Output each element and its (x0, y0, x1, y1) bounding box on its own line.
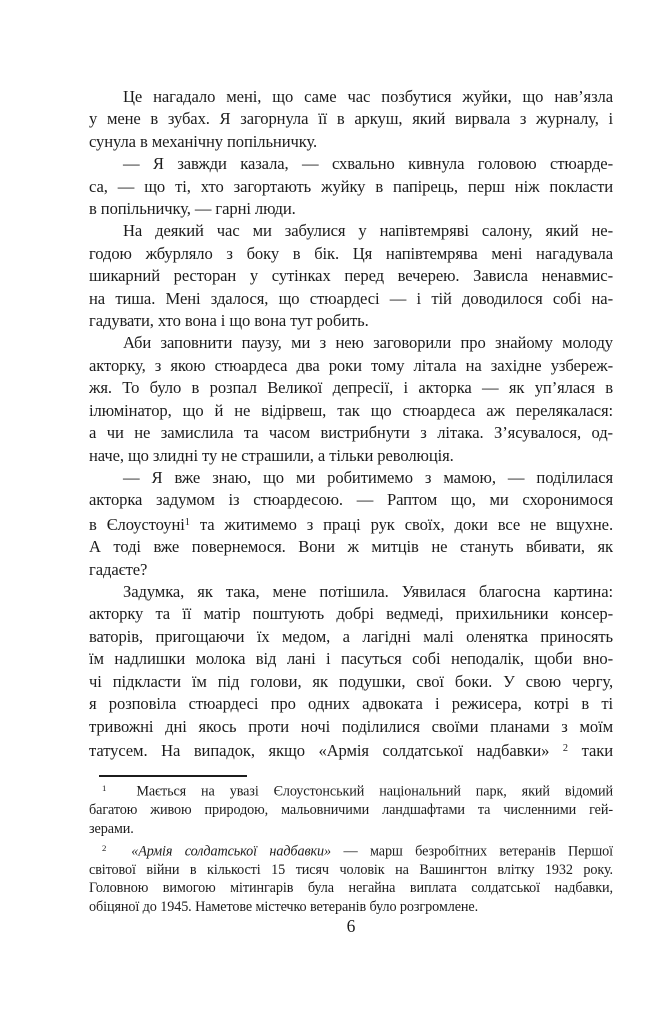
body-text-line (89, 377, 613, 399)
text-segment: Задумка, як така, мене потішила. Уявилася благосна картина: (123, 582, 613, 602)
body-text-line (89, 581, 613, 603)
footnote-line (89, 820, 613, 839)
body-text-line (89, 86, 613, 108)
body-text-line (89, 332, 613, 354)
text-segment: наче, що злидні ту не страшили, а тільки революція. (89, 445, 454, 465)
text-segment: татусем. На випадок, якщо «Армія солдатської надбавки» (89, 741, 563, 761)
body-text-line (89, 310, 613, 332)
body-text-line (89, 671, 613, 693)
text-segment: шикарний ресторан у сутінках перед вечерею. Зависла ненавмис- (89, 266, 613, 286)
text-segment: Це нагадало мені, що саме час позбутися жуйки, що нав’язла (123, 87, 613, 106)
text-segment: са, — що ті, хто загортають жуйку в папірець, перш ніж покласти (89, 176, 613, 196)
text-segment: — Я вже знаю, що ми робитимемо з мамою, — поділилася (123, 467, 613, 487)
body-text-line (89, 693, 613, 715)
page-number: 6 (346, 916, 356, 936)
body-text-line (89, 355, 613, 377)
text-segment: Мається на увазі Єлоустонський національний парк, який відомий (106, 783, 613, 800)
body-text-line (89, 265, 613, 287)
footnote-line (89, 898, 613, 917)
text-segment: годою жбурляло з боку в бік. Ця напівтемрява мені нагадувала (89, 243, 613, 263)
body-text-line (89, 176, 613, 198)
body-text-line (89, 489, 613, 511)
body-text-line (89, 536, 613, 558)
text-segment: — марш безробітних ветеранів Першої (331, 842, 613, 859)
text-segment: акторку, з якою стюардеса два роки тому літала на західне узбереж- (89, 355, 613, 375)
footnote-line (89, 801, 613, 820)
text-segment: ілюмінатор, що й не відірвеш, так що стюардеса аж перелякалася: (89, 400, 613, 420)
text-segment: таки (568, 741, 613, 761)
text-segment: у мене в зубах. Я загорнула її в аркуш, який вирвала з журналу, і (89, 109, 613, 129)
body-text-line (89, 108, 613, 130)
body-text-line (89, 467, 613, 489)
text-segment: А тоді вже повернемося. Вони ж митців не стануть вбивати, як (89, 537, 613, 557)
text-segment: зерами. (89, 820, 134, 837)
text-segment: жя. То було в розпал Великої депресії, і акторка — як уп’ялася в (89, 378, 613, 398)
footnote-marker: 2 (102, 842, 107, 853)
text-segment: гадувати, хто вона і що вона тут робить. (89, 311, 369, 331)
footnotes (89, 779, 613, 917)
text-segment: сунула в механічну попільничку. (89, 131, 318, 151)
footnote-line (89, 879, 613, 898)
body-text-line (89, 400, 613, 422)
body-text-line (89, 422, 613, 444)
footnote-separator (99, 775, 247, 777)
text-segment: а чи не замислила та часом вистрибнути з літака. З’ясувалося, од- (89, 423, 613, 443)
text-segment: я розповіла стюардесі про одних адвоката і режисера, котрі в ті (89, 694, 613, 714)
text-segment: — Я завжди казала, — схвально кивнула головою стюарде- (123, 154, 613, 174)
body-text-line (89, 648, 613, 670)
body-text-line (89, 153, 613, 175)
text-segment: тривожні дні якось проти ночі поділилися своїми планами з моїм (89, 716, 613, 736)
text-segment (106, 843, 131, 859)
text-segment: ваторів, пригощаючи їх медом, а лагідні малі оленятка приносять (89, 626, 613, 646)
body-text-line (89, 559, 613, 581)
text-segment: в попільничку, — гарні люди. (89, 199, 296, 219)
text-segment: На деякий час ми забулися у напівтемряві салону, який не- (123, 221, 613, 241)
text-segment: акторку та її матір поштують добрі ведмеді, прихильники консер- (89, 604, 613, 624)
text-segment: на тиша. Мені здалося, що стюардесі — і тій доводилося собі на- (89, 288, 613, 308)
text-segment: та житимемо з праці рук своїх, доки все не вщухне. (189, 514, 613, 534)
body-text-line (89, 288, 613, 310)
footnote-marker: 1 (184, 516, 190, 528)
body-text-line (89, 198, 613, 220)
text-segment: акторка задумом із стюардесою. — Раптом що, ми схоронимося (89, 490, 613, 510)
body-text (89, 86, 613, 762)
footnote-marker: 1 (102, 783, 107, 793)
body-text-line (89, 445, 613, 467)
text-segment: чі підкласти їм під голови, як подушки, свої боки. У свою чергу, (89, 671, 613, 691)
footnote-line (89, 861, 613, 880)
body-text-line (89, 243, 613, 265)
body-text-line (89, 220, 613, 242)
text-segment: Головною вимогою мітингарів була негайна виплата солдатської надбавки, (89, 880, 613, 897)
text-segment: гадаєте? (89, 559, 148, 579)
body-text-line (89, 512, 613, 537)
text-segment: обіцяної до 1945. Наметове містечко ветеранів було розгромлене. (89, 899, 479, 915)
footnote-marker: 2 (562, 742, 569, 754)
text-segment: їм надлишки молока від лані і пасуться собі неподалік, щоби вно- (89, 649, 613, 669)
footnote-line (89, 839, 613, 861)
italic-text-segment: «Армія солдатської надбавки» (131, 842, 332, 859)
body-text-line (89, 603, 613, 625)
body-text-line (89, 131, 613, 153)
footnote-line (89, 779, 613, 801)
text-segment: в Єлоустоуні (89, 514, 185, 534)
text-segment: світової війни в кількості 15 тисяч чоловік на Вашингтон влітку 1932 року. (89, 861, 613, 878)
text-segment: багатою живою природою, мальовничими ландшафтами та численними гей- (89, 802, 613, 819)
text-segment: Аби заповнити паузу, ми з нею заговорили про знайому молоду (123, 333, 613, 353)
body-text-line (89, 738, 613, 763)
body-text-line (89, 626, 613, 648)
body-text-line (89, 716, 613, 738)
